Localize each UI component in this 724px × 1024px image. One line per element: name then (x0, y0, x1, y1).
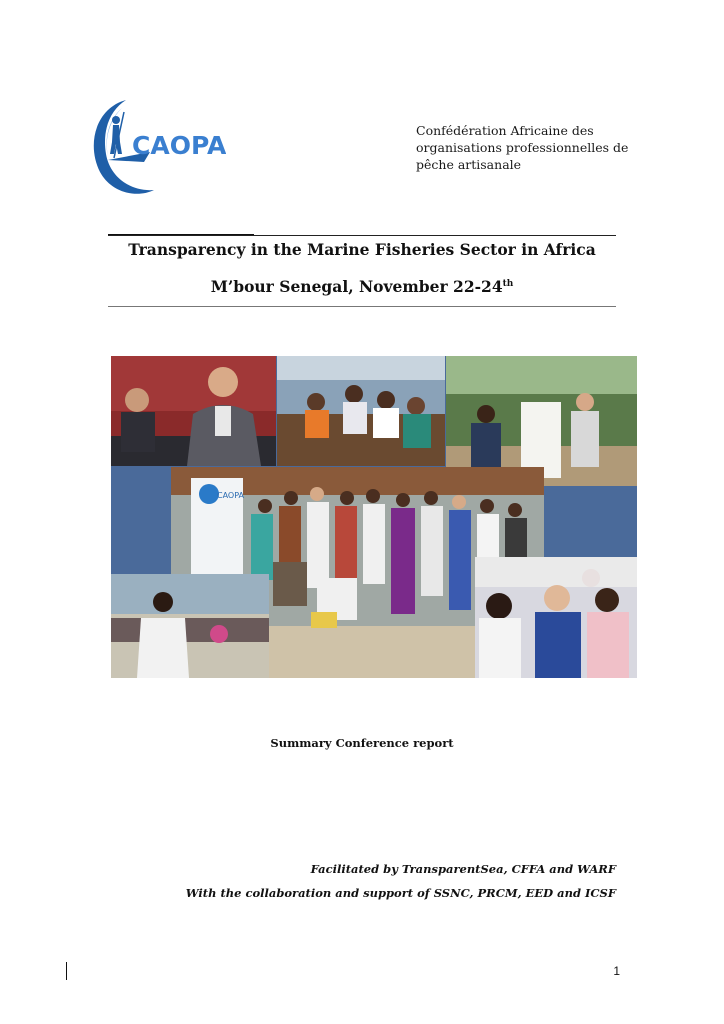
subtitle-text: M’bour Senegal, November 22-24 (210, 277, 503, 297)
subtitle-sup: th (502, 279, 514, 289)
org-line-3: pêche artisanale (416, 157, 522, 172)
photo-crowd (475, 557, 637, 678)
collage-block-left (111, 467, 171, 573)
collaboration-credit: With the collaboration and support of SSNC, PRCM, EED and ICSF (185, 886, 616, 900)
title-rule-top (108, 235, 616, 236)
photo-speakers (111, 356, 276, 466)
margin-bar (66, 962, 67, 980)
caopa-logo (86, 94, 226, 198)
photo-beach (111, 574, 269, 678)
facilitated-credit: Facilitated by TransparentSea, CFFA and WARF (310, 862, 616, 876)
document-title: Transparency in the Marine Fisheries Sector in Africa (128, 240, 596, 259)
org-line-2: organisations professionnelles de (416, 140, 629, 155)
collage-banner-text: CAOPA (217, 491, 244, 500)
report-label: Summary Conference report (270, 736, 454, 750)
photo-boat (277, 356, 445, 466)
logo-text: CAOPA (132, 131, 226, 160)
photo-outdoor (446, 356, 637, 486)
title-rule-bottom (108, 306, 616, 307)
collage-block-right (544, 487, 637, 557)
document-subtitle (100, 274, 624, 297)
page-number: 1 (613, 964, 620, 978)
photo-collage (111, 356, 637, 678)
organisation-name (416, 122, 629, 173)
org-line-1: Confédération Africaine des (416, 123, 594, 138)
